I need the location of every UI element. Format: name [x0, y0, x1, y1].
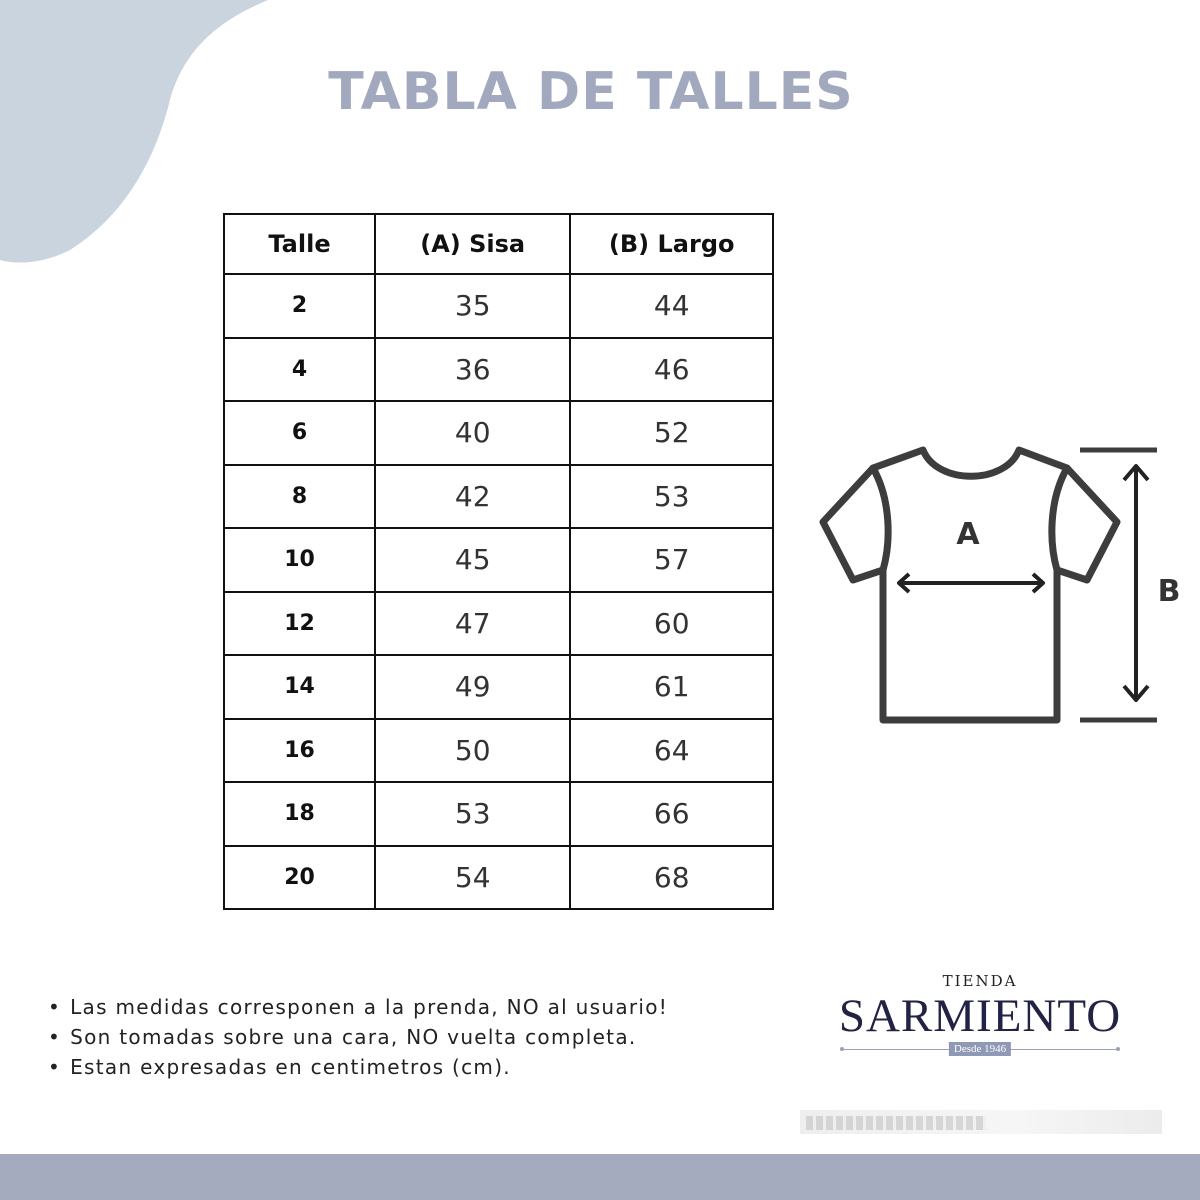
brand-name: SARMIENTO — [838, 990, 1122, 1042]
largo-cell: 53 — [570, 465, 773, 529]
table-row — [224, 528, 773, 592]
brand-since: Desde 1946 — [949, 1042, 1011, 1056]
brand-top-text: TIENDA — [942, 972, 1018, 990]
size-cell: 8 — [224, 465, 375, 529]
sisa-cell: 49 — [375, 655, 570, 719]
largo-cell: 66 — [570, 782, 773, 846]
header-largo: (B) Largo — [570, 214, 773, 274]
size-cell: 14 — [224, 655, 375, 719]
size-cell: 18 — [224, 782, 375, 846]
largo-cell: 52 — [570, 401, 773, 465]
largo-cell: 60 — [570, 592, 773, 656]
largo-cell: 64 — [570, 719, 773, 783]
table-row — [224, 719, 773, 783]
largo-cell: 44 — [570, 274, 773, 338]
faded-url-strip — [800, 1110, 1162, 1134]
page-title: TABLA DE TALLES — [328, 62, 854, 122]
size-cell: 10 — [224, 528, 375, 592]
table-row — [224, 846, 773, 910]
table-row — [224, 592, 773, 656]
table-row — [224, 655, 773, 719]
largo-cell: 61 — [570, 655, 773, 719]
sisa-cell: 47 — [375, 592, 570, 656]
note-item: • Las medidas corresponen a la prenda, NO al usuario! — [48, 992, 668, 1022]
note-item: • Son tomadas sobre una cara, NO vuelta completa. — [48, 1022, 668, 1052]
header-sisa: (A) Sisa — [375, 214, 570, 274]
size-cell: 4 — [224, 338, 375, 402]
table-row — [224, 465, 773, 529]
table-row — [224, 401, 773, 465]
size-cell: 20 — [224, 846, 375, 910]
table-row — [224, 274, 773, 338]
table-header-row — [224, 214, 773, 274]
sisa-cell: 35 — [375, 274, 570, 338]
sisa-cell: 40 — [375, 401, 570, 465]
table-row — [224, 782, 773, 846]
tshirt-diagram — [815, 440, 1190, 730]
size-cell: 16 — [224, 719, 375, 783]
largo-cell: 68 — [570, 846, 773, 910]
size-table — [223, 213, 774, 910]
size-cell: 12 — [224, 592, 375, 656]
size-cell: 2 — [224, 274, 375, 338]
largo-cell: 57 — [570, 528, 773, 592]
label-a: A — [956, 517, 980, 552]
brand-logo — [838, 972, 1122, 1056]
bottom-bar — [0, 1154, 1200, 1200]
largo-cell: 46 — [570, 338, 773, 402]
header-talle: Talle — [224, 214, 375, 274]
label-b: B — [1157, 574, 1181, 609]
sisa-cell: 53 — [375, 782, 570, 846]
sisa-cell: 42 — [375, 465, 570, 529]
size-cell: 6 — [224, 401, 375, 465]
sisa-cell: 45 — [375, 528, 570, 592]
table-row — [224, 338, 773, 402]
notes-list — [48, 992, 668, 1082]
width-arrow-icon — [899, 574, 1043, 592]
sisa-cell: 36 — [375, 338, 570, 402]
brand-rule — [838, 1042, 1122, 1056]
note-item: • Estan expresadas en centimetros (cm). — [48, 1052, 668, 1082]
sisa-cell: 50 — [375, 719, 570, 783]
sisa-cell: 54 — [375, 846, 570, 910]
